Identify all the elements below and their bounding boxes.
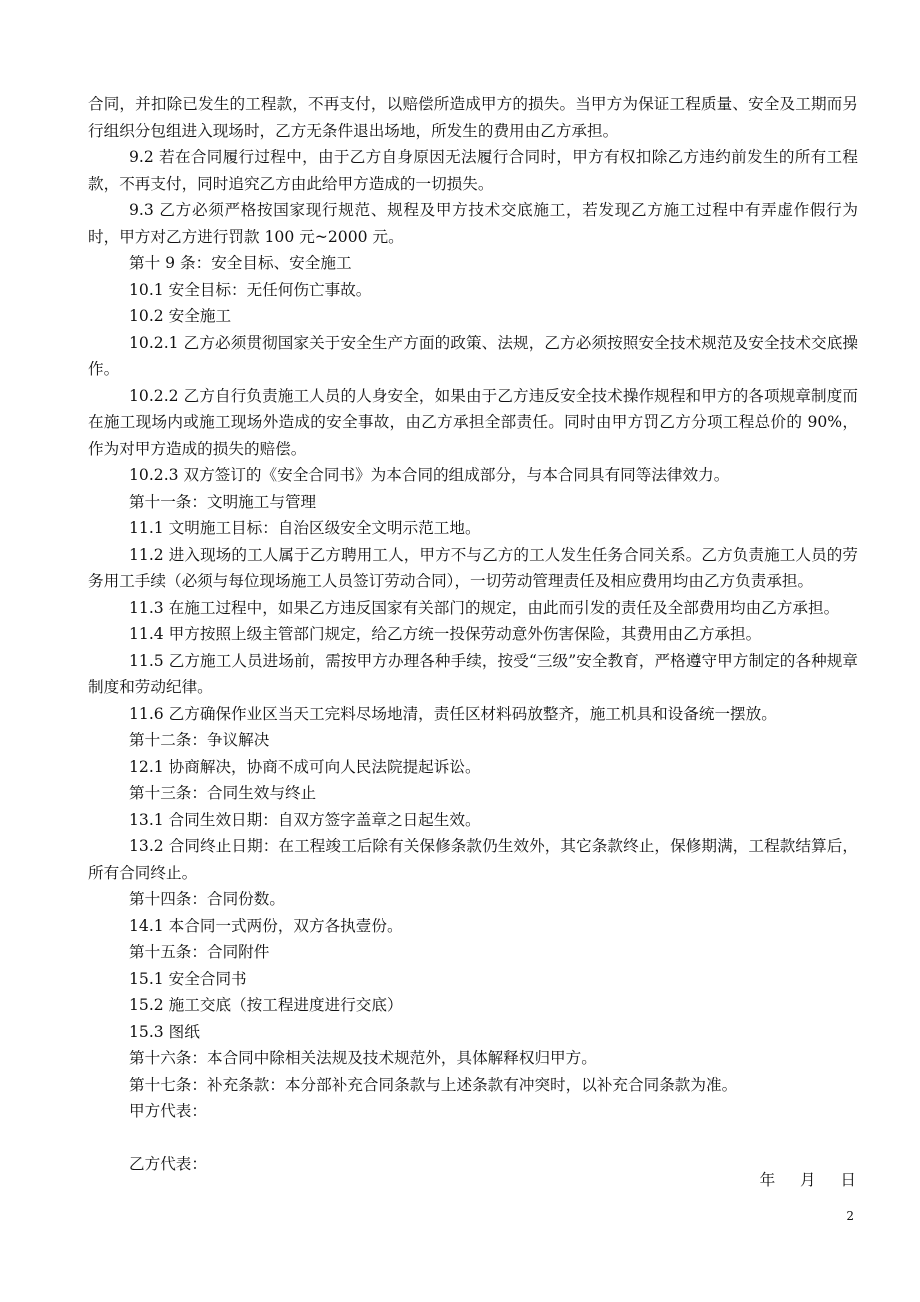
clause-12-1: 12.1 协商解决，协商不成可向人民法院提起诉讼。 — [129, 757, 481, 776]
signature-date-line: 年 月 日 — [759, 1171, 856, 1189]
contract-body — [88, 91, 858, 1178]
article-17-heading: 第十七条：补充条款：本分部补充合同条款与上述条款有冲突时，以补充合同条款为准。 — [129, 1075, 738, 1094]
clause-10-2-3: 10.2.3 双方签订的《安全合同书》为本合同的组成部分，与本合同具有同等法律效力。 — [129, 466, 730, 484]
clause-15-3: 15.3 图纸 — [129, 1022, 200, 1041]
clause-10-2-2: 10.2.2 乙方自行负责施工人员的人身安全，如果由于乙方违反安全技术操作规程和甲方的各项规章制度而在施工现场内或施工现场外造成的安全事故，由乙方承担全部责任。同时由甲方罚乙方分项工程总价的 90%，作为对甲方造成的损失的赔偿。 — [88, 386, 858, 458]
clause-10-2: 10.2 安全施工 — [129, 307, 232, 325]
article-16-heading: 第十六条：本合同中除相关法规及技术规范外，具体解释权归甲方。 — [129, 1049, 597, 1067]
clause-11-4: 11.4 甲方按照上级主管部门规定，给乙方统一投保劳动意外伤害保险，其费用由乙方承担。 — [129, 625, 762, 643]
clause-11-2: 11.2 进入现场的工人属于乙方聘用工人，甲方不与乙方的工人发生任务合同关系。乙方负责施工人员的劳务用工手续（必须与每位现场施工人员签订劳动合同），一切劳动管理责任及相应费用均由乙方负责承担。 — [88, 545, 858, 590]
clause-15-2: 15.2 施工交底（按工程进度进行交底） — [129, 996, 403, 1014]
clause-11-5: 11.5 乙方施工人员进场前，需按甲方办理各种手续，按受“三级”安全教育，严格遵守甲方制定的各种规章制度和劳动纪律。 — [88, 651, 858, 696]
clause-11-1: 11.1 文明施工目标：自治区级安全文明示范工地。 — [129, 519, 481, 537]
clause-10-2-1: 10.2.1 乙方必须贯彻国家关于安全生产方面的政策、法规，乙方必须按照安全技术规范及安全技术交底操作。 — [88, 333, 858, 378]
party-a-representative: 甲方代表： — [129, 1102, 207, 1120]
clause-10-1: 10.1 安全目标：无任何伤亡事故。 — [129, 280, 372, 299]
article-10-heading: 第十 9 条：安全目标、安全施工 — [129, 254, 352, 272]
paragraph-continuation: 合同，并扣除已发生的工程款，不再支付，以赔偿所造成甲方的损失。当甲方为保证工程质量、安全及工期而另行组织分包组进入现场时，乙方无条件退出场地，所发生的费用由乙方承担。 — [88, 95, 858, 140]
clause-9-2: 9.2 若在合同履行过程中，由于乙方自身原因无法履行合同时，甲方有权扣除乙方违约前发生的所有工程款，不再支付，同时追究乙方由此给甲方造成的一切损失。 — [88, 148, 858, 193]
party-b-representative: 乙方代表： — [129, 1155, 207, 1173]
article-15-heading: 第十五条：合同附件 — [129, 943, 270, 961]
clause-13-1: 13.1 合同生效日期：自双方签字盖章之日起生效。 — [129, 810, 481, 829]
article-13-heading: 第十三条：合同生效与终止 — [129, 784, 317, 802]
page-number: 2 — [846, 1209, 854, 1223]
clause-11-3: 11.3 在施工过程中，如果乙方违反国家有关部门的规定，由此而引发的责任及全部费用均由乙方承担。 — [129, 598, 840, 617]
article-12-heading: 第十二条：争议解决 — [129, 731, 270, 749]
clause-9-3: 9.3 乙方必须严格按国家现行规范、规程及甲方技术交底施工，若发现乙方施工过程中有弄虚作假行为时，甲方对乙方进行罚款 100 元~2000 元。 — [88, 201, 858, 246]
clause-11-6: 11.6 乙方确保作业区当天工完料尽场地清，责任区材料码放整齐，施工机具和设备统一摆放。 — [129, 704, 777, 723]
clause-15-1: 15.1 安全合同书 — [129, 969, 247, 988]
article-11-heading: 第十一条：文明施工与管理 — [129, 492, 317, 511]
clause-14-1: 14.1 本合同一式两份，双方各执壹份。 — [129, 916, 403, 935]
article-14-heading: 第十四条：合同份数。 — [129, 890, 285, 908]
clause-13-2: 13.2 合同终止日期：在工程竣工后除有关保修条款仍生效外，其它条款终止，保修期满，工程款结算后，所有合同终止。 — [88, 837, 858, 882]
